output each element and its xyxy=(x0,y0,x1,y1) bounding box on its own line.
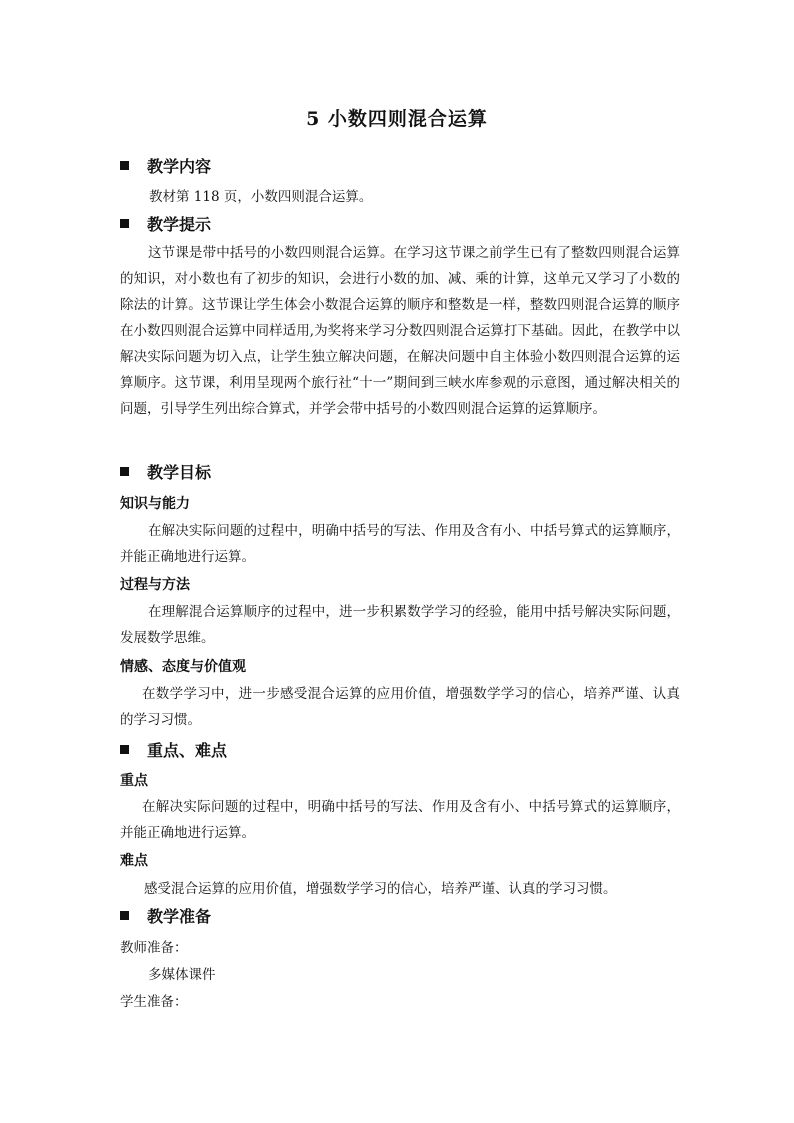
section-heading-prep: 教学准备 xyxy=(120,906,211,928)
subheading-difficult: 难点 xyxy=(120,853,148,869)
subheading-process: 过程与方法 xyxy=(120,577,190,593)
subheading-knowledge: 知识与能力 xyxy=(120,496,190,512)
key-paragraph: 在解决实际问题的过程中，明确中括号的写法、作用及含有小、中括号算式的运算顺序，并能正确地进行运算。 xyxy=(120,799,680,841)
subheading-key: 重点 xyxy=(120,773,148,789)
square-bullet-icon xyxy=(120,911,129,920)
content-text: 教材第 118 页，小数四则混合运算。 xyxy=(149,189,373,205)
section-heading-goals: 教学目标 xyxy=(120,462,211,484)
square-bullet-icon xyxy=(120,467,129,476)
section-heading-keypoints: 重点、难点 xyxy=(120,740,227,762)
emotion-paragraph: 在数学学习中，进一步感受混合运算的应用价值，增强数学学习的信心，培养严谨、认真的学习习惯。 xyxy=(120,686,680,728)
square-bullet-icon xyxy=(120,219,129,228)
page-title: 5 小数四则混合运算 xyxy=(306,108,488,130)
hint-paragraph: 这节课是带中括号的小数四则混合运算。在学习这节课之前学生已有了整数四则混合运算的知识，对小数也有了初步的知识，会进行小数的加、减、乘的计算，这单元又学习了小数的除法的计算。这节课让学生体会小数混合运算的顺序和整数是一样，整数四则混合运算的顺序在小数四则混合运算中同样适用,为奖将来学习分数四则混合运算打下基础。因此，在教学中以解决实际问题为切入点，让学生独立解决问题，在解决问题中自主体验小数四则混合运算的运算顺序。这节课，利用呈现两个旅行社“十一”期间到三峡水库参观的示意图，通过解决相关的问题，引导学生列出综合算式，并学会带中括号的小数四则混合运算的运算顺序。 xyxy=(120,245,680,417)
student-prep-label: 学生准备： xyxy=(120,994,188,1010)
knowledge-paragraph: 在解决实际问题的过程中，明确中括号的写法、作用及含有小、中括号算式的运算顺序，并能正确地进行运算。 xyxy=(120,523,680,565)
section-heading-hint: 教学提示 xyxy=(120,214,211,236)
square-bullet-icon xyxy=(120,161,129,170)
square-bullet-icon xyxy=(120,745,129,754)
teacher-prep-label: 教师准备： xyxy=(120,940,188,956)
process-paragraph: 在理解混合运算顺序的过程中，进一步积累数学学习的经验，能用中括号解决实际问题，发展数学思维。 xyxy=(120,604,680,646)
teacher-prep-item: 多媒体课件 xyxy=(148,967,216,983)
difficult-text: 感受混合运算的应用价值，增强数学学习的信心，培养严谨、认真的学习习惯。 xyxy=(144,881,617,897)
subheading-emotion: 情感、态度与价值观 xyxy=(120,659,246,675)
section-heading-content: 教学内容 xyxy=(120,156,211,178)
